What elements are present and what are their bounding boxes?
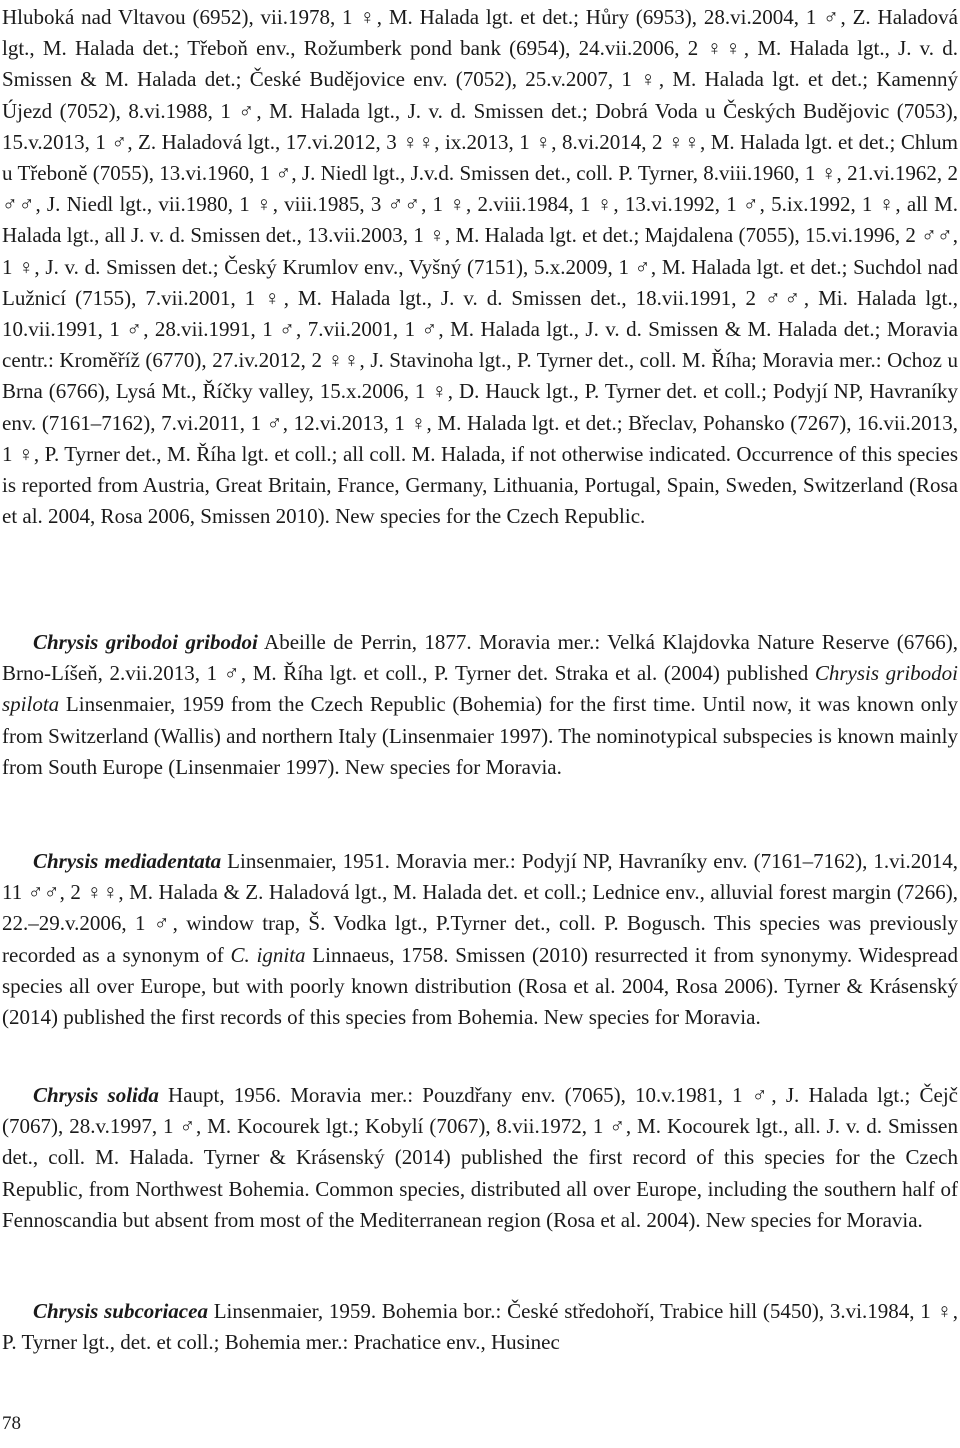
species-name: Chrysis mediadentata bbox=[33, 849, 222, 873]
page-number: 78 bbox=[2, 1413, 21, 1434]
species-entry-chrysis-mediadentata bbox=[2, 846, 958, 1033]
species-entry-chrysis-solida bbox=[2, 1080, 958, 1236]
italic-taxon-reference: Chrysis gribodoi spilota bbox=[2, 661, 958, 717]
species-entry-chrysis-subcoriacea bbox=[2, 1296, 958, 1358]
entry-text: Haupt, 1956. Moravia mer.: Pouzdřany env. (7065), 10.v.1981, 1 ♂, J. Halada lgt.; Čejč (7067), 28.v.1997, 1 ♂, M. Kocourek lgt.; Kobylí (7067), 8.vii.1972, 1 ♂, M. Kocourek lgt., all. J. v. d. Smissen det., coll. M. Halada. Tyrner & Krásenský (2014) published the first record of this species for the Czech Republic, from Northwest Bohemia. Common species, distributed all over Europe, including the southern half of Fennoscandia but absent from most of the Mediterranean region (Rosa et al. 2004). New species for Moravia. bbox=[2, 1083, 958, 1232]
species-name: Chrysis subcoriacea bbox=[33, 1299, 208, 1323]
entry-text: Linnaeus, 1758. Smissen (2010) resurrected it from synonymy. Widespread species all over Europe, but with poorly known distribution (Rosa et al. 2004, Rosa 2006). Tyrner & Krásenský (2014) published the first records of this species from Bohemia. New species for Moravia. bbox=[2, 942, 958, 1030]
entry-text: Abeille de Perrin, 1877. Moravia mer.: Velká Klajdovka Nature Reserve (6766), Brno-Líšeň, 2.vii.2013, 1 ♂, M. Říha lgt. et coll., P. Tyrner det. Straka et al. (2004) published bbox=[2, 630, 958, 686]
species-name: Chrysis gribodoi gribodoi bbox=[33, 630, 258, 654]
entry-text: Linsenmaier, 1959 from the Czech Republic (Bohemia) for the first time. Until now, it was known only from Switzerland (Wallis) and northern Italy (Linsenmaier 1997). The nominotypical subspecies is known mainly from South Europe (Linsenmaier 1997). New species for Moravia. bbox=[2, 692, 958, 779]
entry-text: Linsenmaier, 1951. Moravia mer.: Podyjí NP, Havraníky env. (7161–7162), 1.vi.2014, 11 ♂♂, 2 ♀♀, M. Halada & Z. Haladová lgt., M. Halada det. et coll.; Lednice env., alluvial forest margin (7266), 22.–29.v.2006, 1 ♂, window trap, Š. Vodka lgt., P.Tyrner det., coll. P. Bogusch. This species was previously recorded as a synonym of bbox=[2, 849, 958, 967]
entry-text: Linsenmaier, 1959. Bohemia bor.: České středohoří, Trabice hill (5450), 3.vi.1984, 1 ♀, P. Tyrner lgt., det. et coll.; Bohemia mer.: Prachatice env., Husinec bbox=[2, 1299, 958, 1355]
species-name: Chrysis solida bbox=[33, 1083, 159, 1107]
italic-taxon-reference: C. ignita bbox=[230, 942, 306, 967]
species-entry-chrysis-gribodoi bbox=[2, 627, 958, 783]
continued-paragraph: Hluboká nad Vltavou (6952), vii.1978, 1 ♀, M. Halada lgt. et det.; Hůry (6953), 28.vi.2004, 1 ♂, Z. Haladová lgt., M. Halada det.; Třeboň env., Rožumberk pond bank (6954), 24.vii.2006, 2 ♀♀, M. Halada lgt., J. v. d. Smissen & M. Halada det.; České Budějovice env. (7052), 25.v.2007, 1 ♀, M. Halada lgt. et det.; Kamenný Újezd (7052), 8.vi.1988, 1 ♂, M. Halada lgt., J. v. d. Smissen det.; Dobrá Voda u Českých Budějovic (7053), 15.v.2013, 1 ♂, Z. Haladová lgt., 17.vi.2012, 3 ♀♀, ix.2013, 1 ♀, 8.vi.2014, 2 ♀♀, M. Halada lgt. et det.; Chlum u Třeboně (7055), 13.vi.1960, 1 ♂, J. Niedl lgt., J.v.d. Smissen det., coll. P. Tyrner, 8.viii.1960, 1 ♀, 21.vi.1962, 2 ♂♂, J. Niedl lgt., vii.1980, 1 ♀, viii.1985, 3 ♂♂, 1 ♀, 2.viii.1984, 1 ♀, 13.vi.1992, 1 ♂, 5.ix.1992, 1 ♀, all M. Halada lgt., all J. v. d. Smissen det., 13.vii.2003, 1 ♀, M. Halada lgt. et det.; Majdalena (7055), 15.vi.1996, 2 ♂♂, 1 ♀, J. v. d. Smissen det.; Český Krumlov env., Vyšný (7151), 5.x.2009, 1 ♂, M. Halada lgt. et det.; Suchdol nad Lužnicí (7155), 7.vii.2001, 1 ♀, M. Halada lgt., J. v. d. Smissen det., 18.vii.1991, 2 ♂♂, Mi. Halada lgt., 10.vii.1991, 1 ♂, 28.vii.1991, 1 ♂, 7.vii.2001, 1 ♂, M. Halada lgt., J. v. d. Smissen & M. Halada det.; Moravia centr.: Kroměříž (6770), 27.iv.2012, 2 ♀♀, J. Stavinoha lgt., P. Tyrner det., coll. M. Říha; Moravia mer.: Ochoz u Brna (6766), Lysá Mt., Říčky valley, 15.x.2006, 1 ♀, D. Hauck lgt., P. Tyrner det. et coll.; Podyjí NP, Havraníky env. (7161–7162), 7.vi.2011, 1 ♂, 12.vi.2013, 1 ♀, M. Halada lgt. et det.; Břeclav, Pohansko (7267), 16.vii.2013, 1 ♀, P. Tyrner det., M. Říha lgt. et coll.; all coll. M. Halada, if not otherwise indicated. Occurrence of this species is reported from Austria, Great Britain, France, Germany, Lithuania, Portugal, Spain, Sweden, Switzerland (Rosa et al. 2004, Rosa 2006, Smissen 2010). New species for the Czech Republic. bbox=[2, 5, 958, 529]
